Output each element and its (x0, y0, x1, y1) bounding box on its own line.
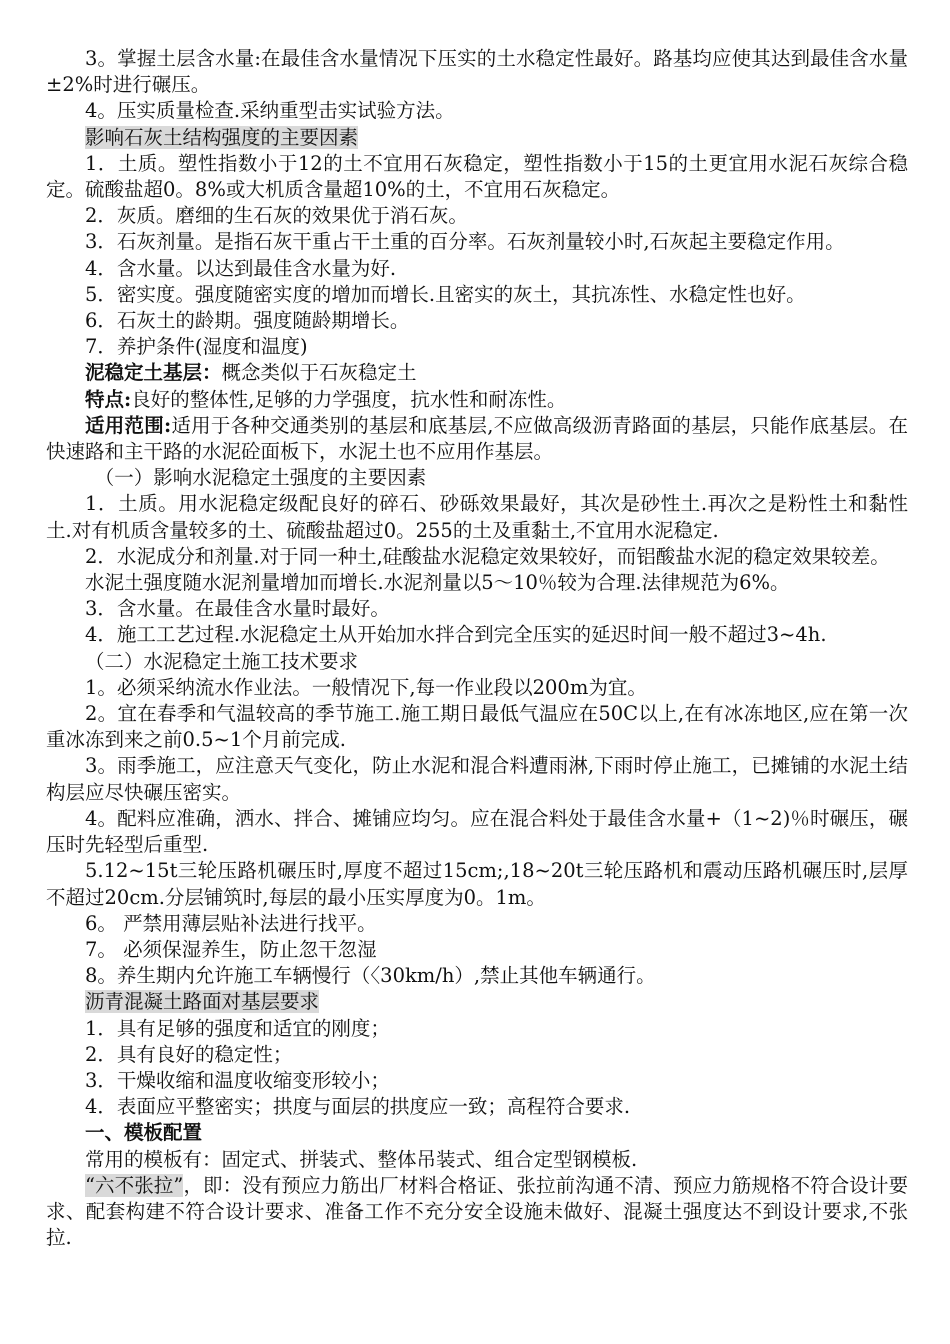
paragraph (46, 360, 908, 386)
paragraph (46, 465, 908, 491)
paragraph-text: 5.12~15t三轮压路机碾压时,厚度不超过15cm;,18~20t三轮压路机和震动压路机碾压时,层厚不超过20cm.分层铺筑时,每层的最小压实厚度为0。1m。 (46, 859, 908, 909)
paragraph (46, 98, 908, 124)
paragraph (46, 46, 908, 98)
paragraph (46, 858, 908, 910)
paragraph-text: 2．具有良好的稳定性； (85, 1042, 293, 1066)
paragraph-text: 4。压实质量检查.采纳重型击实试验方法。 (85, 99, 455, 123)
paragraph-text: 影响石灰土结构强度的主要因素 (85, 125, 359, 149)
paragraph-text: 4。配料应准确，洒水、拌合、摊铺应均匀。应在混合料处于最佳含水量+（1~2)％时碾压，碾压时先轻型后重型. (46, 806, 908, 857)
paragraph (46, 491, 908, 543)
paragraph-label: 适用范围: (85, 413, 172, 437)
paragraph (46, 125, 908, 151)
paragraph-text: 3．干燥收缩和温度收缩变形较小； (85, 1068, 390, 1092)
paragraph-text: 2。宜在春季和气温较高的季节施工.施工期日最低气温应在50C以上,在有冰冻地区,应在第一次重冰冻到来之前0.5~1个月前完成. (46, 702, 908, 752)
paragraph (46, 570, 908, 596)
paragraph-text: 适用于各种交通类别的基层和底基层,不应做高级沥青路面的基层，只能作底基层。在快速路和主干路的水泥砼面板下，水泥土也不应用作基层。 (46, 413, 909, 464)
paragraph (46, 203, 908, 229)
paragraph-label: 泥稳定土基层： (85, 361, 222, 385)
paragraph (46, 256, 908, 282)
paragraph-text: 2．灰质。磨细的生石灰的效果优于消石灰。 (85, 204, 468, 228)
paragraph-text: 4．表面应平整密实；拱度与面层的拱度应一致；高程符合要求. (85, 1095, 631, 1119)
paragraph (46, 989, 908, 1015)
document-page (46, 46, 908, 1251)
paragraph-text: 沥青混凝土路面对基层要求 (85, 990, 320, 1014)
paragraph-text: 2．水泥成分和剂量.对于同一种土,硅酸盐水泥稳定效果较好，而铝酸盐水泥的稳定效果较差。 (85, 544, 890, 568)
paragraph-text: 3。雨季施工，应注意天气变化，防止水泥和混合料遭雨淋,下雨时停止施工，已摊铺的水泥土结构层应尽快碾压密实。 (46, 754, 908, 804)
paragraph-text: 3．石灰剂量。是指石灰干重占干土重的百分率。石灰剂量较小时,石灰起主要稳定作用。 (85, 230, 845, 254)
paragraph (46, 911, 908, 937)
paragraph (46, 308, 908, 334)
paragraph-text: 3。掌握土层含水量:在最佳含水量情况下压实的土水稳定性最好。路基均应使其达到最佳含水量±2%时进行碾压。 (46, 47, 908, 97)
paragraph-text: 4．含水量。以达到最佳含水量为好. (85, 256, 397, 280)
paragraph (46, 649, 908, 675)
paragraph (46, 622, 908, 648)
paragraph-text: 7．养护条件(湿度和温度) (85, 335, 308, 359)
paragraph (46, 229, 908, 255)
paragraph (46, 675, 908, 701)
paragraph (46, 806, 908, 858)
paragraph (46, 1094, 908, 1120)
paragraph-text: 8。养生期内允许施工车辆慢行（〈30km/h）,禁止其他车辆通行。 (85, 964, 656, 988)
paragraph (46, 963, 908, 989)
paragraph-text: 4．施工工艺过程.水泥稳定土从开始加水拌合到完全压实的延迟时间一般不超过3~4h. (85, 623, 827, 647)
paragraph (46, 1173, 908, 1252)
paragraph-text: 6。 严禁用薄层贴补法进行找平。 (85, 911, 377, 935)
paragraph (46, 753, 908, 805)
paragraph (46, 1120, 908, 1146)
paragraph-text: 一、模板配置 (85, 1121, 203, 1145)
paragraph-text: 常用的模板有：固定式、拼装式、整体吊装式、组合定型钢模板. (85, 1147, 638, 1171)
paragraph (46, 1147, 908, 1173)
paragraph-label: 特点: (85, 387, 132, 411)
paragraph (46, 937, 908, 963)
paragraph-text: ，即：没有预应力筋出厂材料合格证、张拉前沟通不清、预应力筋规格不符合设计要求、配套构建不符合设计要求、准备工作不充分安全设施未做好、混凝土强度达不到设计要求,不张拉. (46, 1173, 908, 1250)
paragraph-text: （一）影响水泥稳定土强度的主要因素 (94, 466, 427, 490)
paragraph-text: 概念类似于石灰稳定土 (221, 361, 417, 385)
paragraph-text: 1．土质。用水泥稳定级配良好的碎石、砂砾效果最好，其次是砂性土.再次之是粉性土和黏性土.对有机质含量较多的土、硫酸盐超过0。255的土及重黏土,不宜用水泥稳定. (46, 492, 908, 542)
paragraph-text: 1。必须采纳流水作业法。一般情况下,每一作业段以200m为宜。 (85, 675, 647, 699)
paragraph (46, 701, 908, 753)
paragraph (46, 282, 908, 308)
paragraph-text: 1．具有足够的强度和适宜的刚度； (85, 1016, 390, 1040)
paragraph (46, 387, 908, 413)
paragraph (46, 1068, 908, 1094)
paragraph (46, 596, 908, 622)
paragraph-text: 6．石灰土的龄期。强度随龄期增长。 (85, 309, 410, 333)
paragraph-text: 5．密实度。强度随密实度的增加而增长.且密实的灰土，其抗冻性、水稳定性也好。 (85, 282, 806, 306)
paragraph-text: （二）水泥稳定土施工技术要求 (85, 649, 359, 673)
paragraph (46, 151, 908, 203)
paragraph (46, 334, 908, 360)
paragraph (46, 1042, 908, 1068)
paragraph-text: 水泥土强度随水泥剂量增加而增长.水泥剂量以5～10％较为合理.法律规范为6%。 (85, 571, 790, 595)
paragraph-label: “六不张拉” (85, 1173, 184, 1197)
paragraph (46, 544, 908, 570)
paragraph-text: 良好的整体性,足够的力学强度，抗水性和耐冻性。 (131, 387, 567, 411)
paragraph-text: 1．土质。塑性指数小于12的土不宜用石灰稳定，塑性指数小于15的土更宜用水泥石灰综合稳定。硫酸盐超0。8%或大机质含量超10%的土，不宜用石灰稳定。 (46, 151, 908, 202)
paragraph (46, 1016, 908, 1042)
paragraph-text: 3．含水量。在最佳含水量时最好。 (85, 597, 390, 621)
paragraph (46, 413, 908, 465)
paragraph-text: 7。 必须保湿养生，防止忽干忽湿 (85, 937, 377, 961)
